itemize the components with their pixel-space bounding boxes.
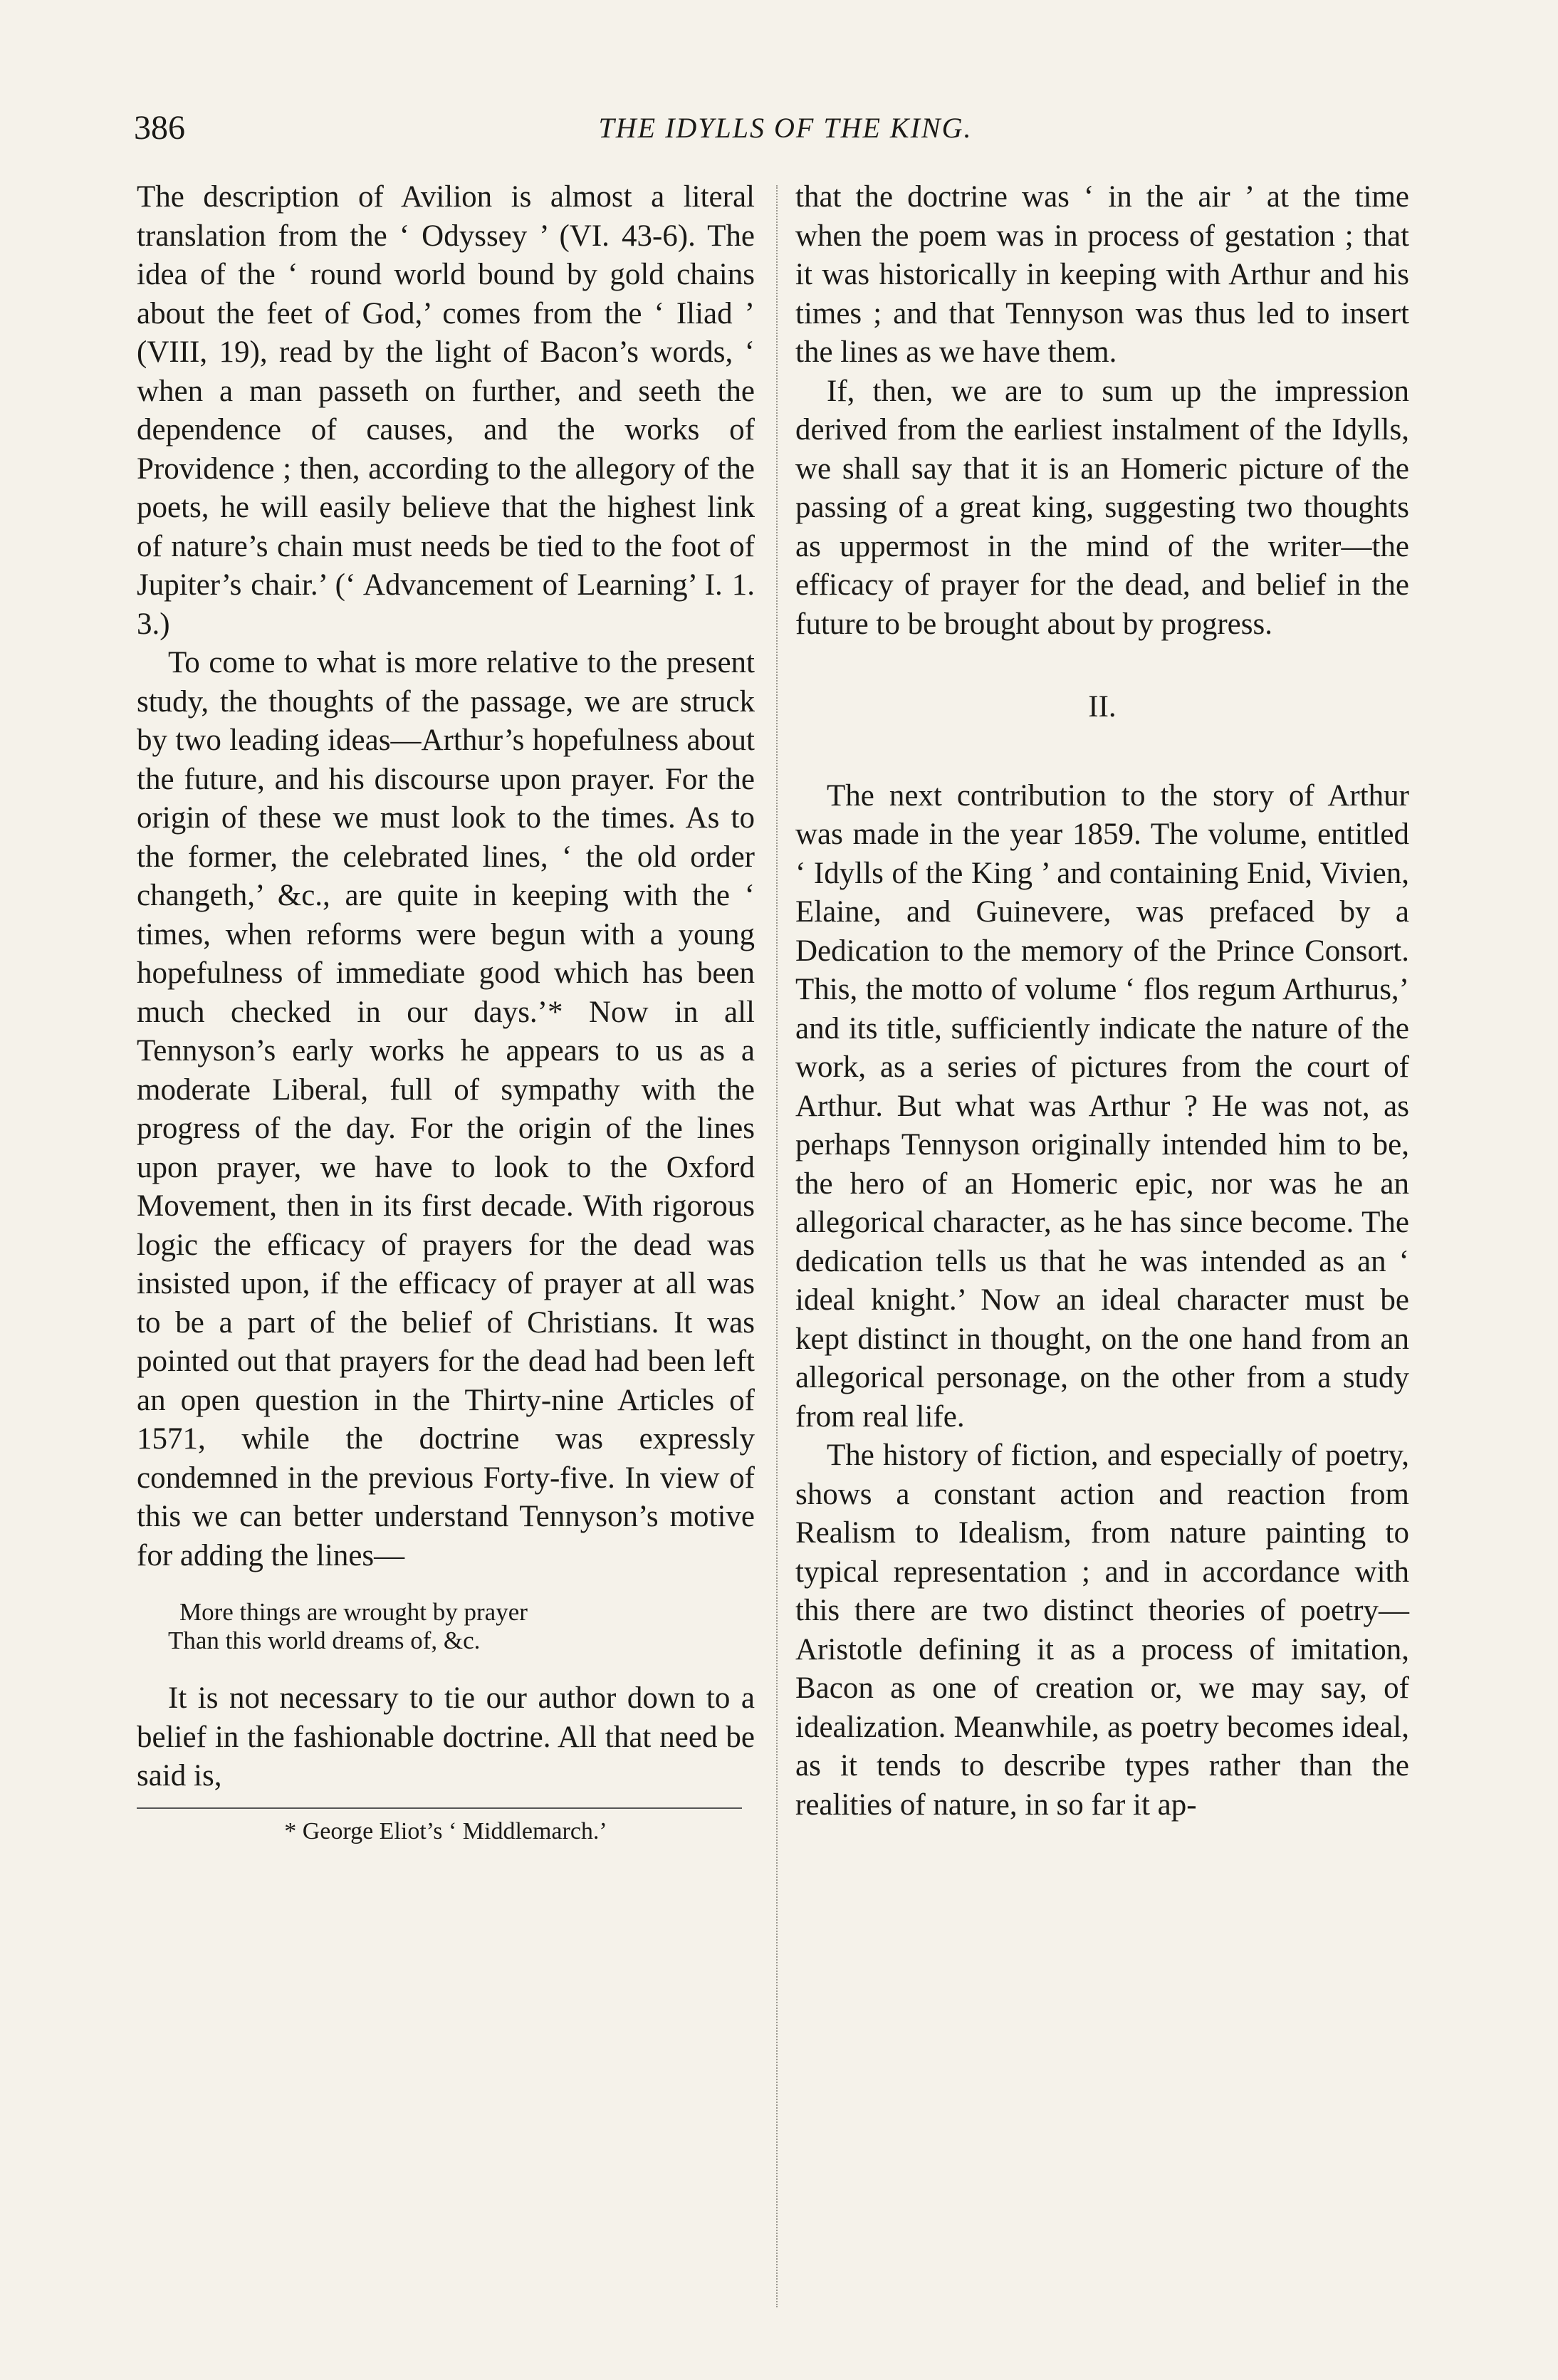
- right-column: [795, 178, 1409, 1825]
- page-header: [134, 107, 1437, 157]
- verse-line: Than this world dreams of, &c.: [168, 1627, 481, 1654]
- verse-quotation: [137, 1598, 755, 1655]
- paragraph: To come to what is more relative to the present study, the thoughts of the passage, we are struck by two leading ideas—Arthur’s hopefulness about the future, and his discourse upon prayer. For the origin of these we must look to the times. As to the former, the celebrated lines, ‘ the old order changeth,’ &c., are quite in keeping with the ‘ times, when reforms were begun with a young hopefulness of immediate good which has been much checked in our days.’* Now in all Tennyson’s early works he appears to us as a moderate Liberal, full of sympathy with the progress of the day. For the origin of the lines upon prayer, we have to look to the Oxford Movement, then in its first decade. With rigorous logic the efficacy of prayers for the dead was insisted upon, if the efficacy of prayer at all was to be a part of the belief of Christians. It was pointed out that prayers for the dead had been left an open question in the Thirty-nine Articles of 1571, while the doctrine was expressly condemned in the previous Forty-five. In view of this we can better understand Tennyson’s motive for adding the lines—: [137, 646, 755, 1572]
- footnote: * George Eliot’s ‘ Middlemarch.’: [284, 1817, 607, 1844]
- paragraph: It is not necessary to tie our author down to a belief in the fashionable doctrine. All that need be said is,: [137, 1681, 755, 1792]
- page-number: 386: [134, 109, 185, 147]
- section-heading: II.: [1088, 690, 1117, 724]
- paragraph: The next contribution to the story of Arthur was made in the year 1859. The volume, entitled ‘ Idylls of the King ’ and containing Enid, Vivien, Elaine, and Guinevere, was prefaced by a Dedication to the memory of the Prince Consort. This, the motto of volume ‘ flos regum Arthurus,’ and its title, sufficiently indicate the nature of the work, as a series of pictures from the court of Arthur. But what was Arthur ? He was not, as perhaps Tennyson originally intended him to be, the hero of an Homeric epic, nor was he an allegorical character, as he has since become. The dedication tells us that he was intended as an ‘ ideal knight.’ Now an ideal character must be kept distinct in thought, on the one hand from an allegorical personage, on the other from a study from real life.: [795, 778, 1409, 1434]
- footnote-divider: [137, 1807, 742, 1809]
- paragraph: that the doctrine was ‘ in the air ’ at the time when the poem was in process of gestation ; that it was historically in keeping with Arthur and his times ; and that Tennyson was thus led to insert the lines as we have them.: [795, 180, 1409, 369]
- left-column: [137, 178, 755, 1847]
- paragraph: The history of fiction, and especially of poetry, shows a constant action and reaction from Realism to Idealism, from nature painting to typical representation ; and in accordance with this there are two distinct theories of poetry—Aristotle defining it as a process of imitation, Bacon as one of creation or, we may say, of idealization. Meanwhile, as poetry becomes ideal, as it tends to describe types rather than the realities of nature, in so far it ap-: [795, 1439, 1409, 1822]
- paragraph: If, then, we are to sum up the impression derived from the earliest instalment of the Idylls, we shall say that it is an Homeric picture of the passing of a great king, suggesting two thoughts as uppermost in the mind of the writer—the efficacy of prayer for the dead, and belief in the future to be brought about by progress.: [795, 374, 1409, 641]
- running-title: THE IDYLLS OF THE KING.: [598, 112, 973, 144]
- paragraph: The description of Avilion is almost a literal translation from the ‘ Odyssey ’ (VI. 43-6). The idea of the ‘ round world bound by gold chains about the feet of God,’ comes from the ‘ Iliad ’ (VIII, 19), read by the light of Bacon’s words, ‘ when a man passeth on further, and seeth the dependence of causes, and the works of Providence ; then, according to the allegory of the poets, he will easily believe that the highest link of nature’s chain must needs be tied to the foot of Jupiter’s chair.’ (‘ Advancement of Learning’ I. 1. 3.): [137, 180, 755, 641]
- verse-line: More things are wrought by prayer: [179, 1598, 528, 1626]
- column-divider: [776, 185, 778, 2307]
